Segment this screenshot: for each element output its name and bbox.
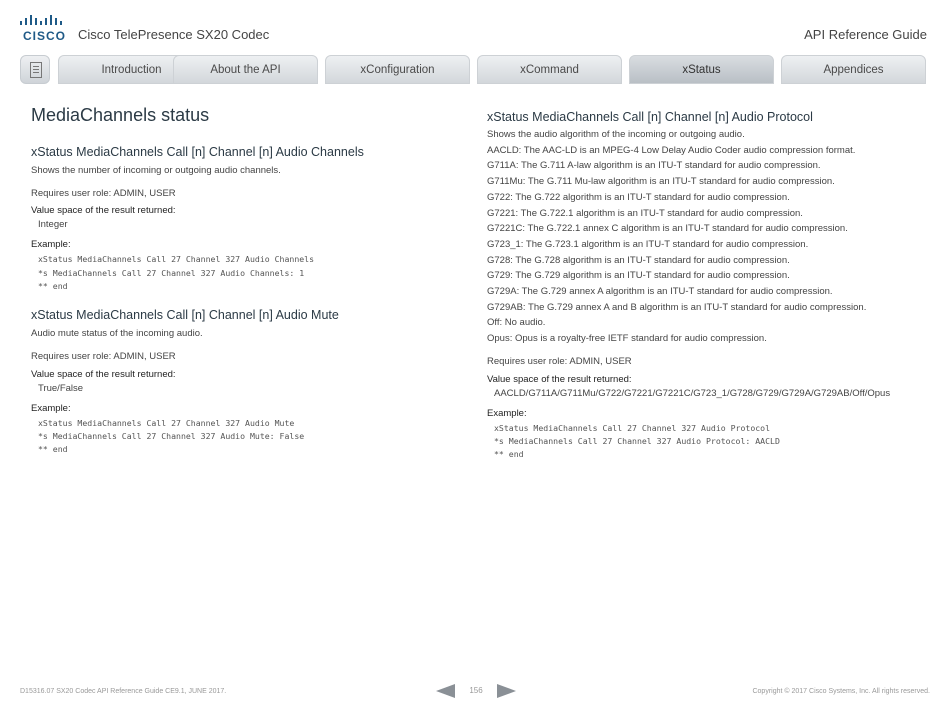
value-space-label: Value space of the result returned: bbox=[487, 373, 632, 385]
guide-title: API Reference Guide bbox=[804, 27, 927, 42]
left-column bbox=[31, 105, 461, 457]
example-label: Example: bbox=[487, 407, 527, 419]
description-line: G711Mu: The G.711 Mu-law algorithm is an ITU-T standard for audio compression. bbox=[487, 176, 835, 188]
footer-copyright: Copyright © 2017 Cisco Systems, Inc. All rights reserved. bbox=[752, 688, 930, 695]
section-heading: xStatus MediaChannels Call [n] Channel [n] Audio Channels bbox=[31, 145, 364, 159]
tab-xconfiguration[interactable]: xConfiguration bbox=[325, 55, 470, 84]
tab-xstatus[interactable]: xStatus bbox=[629, 55, 774, 84]
tab-introduction[interactable]: Introduction bbox=[58, 55, 205, 84]
previous-page-icon[interactable] bbox=[436, 684, 455, 698]
code-line: ** end bbox=[38, 281, 68, 291]
next-page-icon[interactable] bbox=[497, 684, 516, 698]
user-role: Requires user role: ADMIN, USER bbox=[487, 355, 632, 367]
value-space: Integer bbox=[38, 219, 68, 231]
section-audio-mute bbox=[31, 308, 461, 456]
description-line: G711A: The G.711 A-law algorithm is an ITU-T standard for audio compression. bbox=[487, 160, 821, 172]
tab-xcommand[interactable]: xCommand bbox=[477, 55, 622, 84]
code-line: xStatus MediaChannels Call 27 Channel 327 Audio Channels bbox=[38, 254, 315, 265]
code-line: *s MediaChannels Call 27 Channel 327 Audio Mute: False bbox=[38, 431, 305, 441]
description-line: G723_1: The G.723.1 algorithm is an ITU-T standard for audio compression. bbox=[487, 238, 809, 250]
contents-button[interactable] bbox=[20, 55, 50, 84]
section-description: Shows the number of incoming or outgoing audio channels. bbox=[31, 165, 281, 176]
description-line: G729: The G.729 algorithm is an ITU-T standard for audio compression. bbox=[487, 270, 790, 282]
description-line: G729AB: The G.729 annex A and B algorithm is an ITU-T standard for audio compression. bbox=[487, 301, 867, 313]
page-navigator bbox=[436, 684, 516, 700]
section-heading: xStatus MediaChannels Call [n] Channel [n] Audio Mute bbox=[31, 308, 339, 323]
code-line: ** end bbox=[38, 444, 68, 455]
description-line: AACLD: The AAC-LD is an MPEG-4 Low Delay Audio Coder audio compression format. bbox=[487, 144, 856, 156]
section-audio-channels bbox=[31, 145, 461, 293]
page-number: 156 bbox=[469, 686, 483, 695]
value-space: True/False bbox=[38, 382, 84, 394]
document-icon bbox=[30, 62, 42, 78]
description-line: G728: The G.728 algorithm is an ITU-T standard for audio compression. bbox=[487, 254, 790, 266]
section-description: Audio mute status of the incoming audio. bbox=[31, 328, 203, 340]
code-line: xStatus MediaChannels Call 27 Channel 327 Audio Protocol bbox=[494, 422, 771, 433]
code-line: xStatus MediaChannels Call 27 Channel 327 Audio Mute bbox=[38, 417, 295, 428]
section-heading: xStatus MediaChannels Call [n] Channel [n] Audio Protocol bbox=[487, 110, 813, 124]
tab-about-the-api[interactable]: About the API bbox=[173, 55, 318, 84]
user-role: Requires user role: ADMIN, USER bbox=[31, 351, 176, 362]
page-title: MediaChannels status bbox=[31, 105, 210, 125]
tab-appendices[interactable]: Appendices bbox=[781, 55, 926, 84]
example-label: Example: bbox=[31, 402, 71, 414]
description-line: G7221C: The G.722.1 annex C algorithm is an ITU-T standard for audio compression. bbox=[487, 223, 848, 235]
product-title: Cisco TelePresence SX20 Codec bbox=[78, 27, 270, 42]
cisco-logo-text: CISCO bbox=[23, 29, 67, 43]
code-line: *s MediaChannels Call 27 Channel 327 Audio Protocol: AACLD bbox=[494, 435, 780, 446]
protocol-description-list bbox=[487, 127, 932, 347]
description-line: Shows the audio algorithm of the incoming or outgoing audio. bbox=[487, 129, 745, 140]
description-line: G7221: The G.722.1 algorithm is an ITU-T standard for audio compression. bbox=[487, 207, 803, 219]
description-line: Off: No audio. bbox=[487, 317, 546, 329]
code-line: ** end bbox=[494, 449, 524, 460]
value-space-label: Value space of the result returned: bbox=[31, 368, 176, 380]
value-space: AACLD/G711A/G711Mu/G722/G7221/G7221C/G723_1/G728/G729/G729A/G729AB/Off/Opus bbox=[494, 387, 891, 399]
description-line: G729A: The G.729 annex A algorithm is an ITU-T standard for audio compression. bbox=[487, 286, 833, 298]
description-line: Opus: Opus is a royalty-free IETF standard for audio compression. bbox=[487, 333, 767, 345]
code-line: *s MediaChannels Call 27 Channel 327 Audio Channels: 1 bbox=[38, 267, 305, 278]
right-column bbox=[487, 105, 932, 461]
value-space-label: Value space of the result returned: bbox=[31, 205, 176, 217]
description-line: G722: The G.722 algorithm is an ITU-T standard for audio compression. bbox=[487, 191, 790, 203]
example-label: Example: bbox=[31, 239, 71, 251]
footer-document-id: D15316.07 SX20 Codec API Reference Guide CE9.1, JUNE 2017. bbox=[20, 688, 227, 695]
user-role: Requires user role: ADMIN, USER bbox=[31, 187, 176, 199]
top-navigation bbox=[20, 55, 930, 85]
